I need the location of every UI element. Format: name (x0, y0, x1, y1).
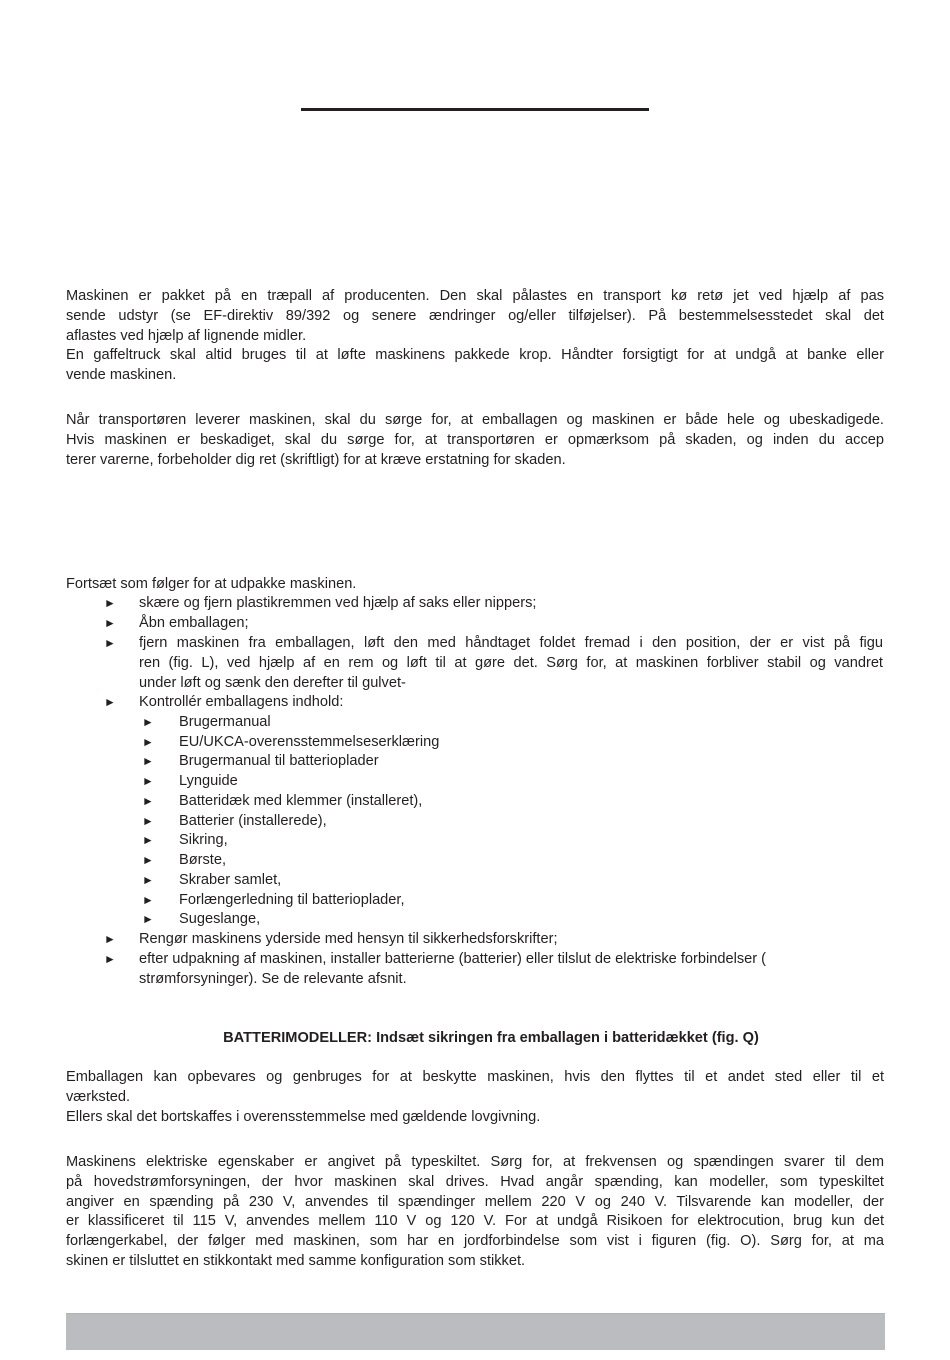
transport-paragraph-1 (66, 287, 884, 386)
contents-item: Forlængerledning til batterioplader, (179, 892, 405, 908)
contents-item: Skraber samlet, (179, 872, 282, 888)
step-6 (139, 950, 883, 990)
contents-item: Børste, (179, 852, 227, 868)
contents-item: Brugermanual (179, 714, 271, 730)
text-line: Ellers skal det bortskaffes i overensstemmelse med gældende lovgivning. (66, 1108, 541, 1125)
bullet-arrow-icon: ► (142, 715, 154, 729)
footer-bar (66, 1313, 885, 1350)
step-2: Åbn emballagen; (139, 615, 249, 631)
bullet-arrow-icon: ► (142, 735, 154, 749)
bullet-arrow-icon: ► (104, 932, 116, 946)
text-line: En gaffeltruck skal altid bruges til at løfte maskinens pakkede krop. Håndter forsigtigt for at undgå at banke eller (66, 347, 884, 364)
bullet-arrow-icon: ► (142, 912, 154, 926)
text-line: Når transportøren leverer maskinen, skal du sørge for, at emballagen og maskinen er både hele og ubeskadigede. (66, 412, 884, 428)
contents-item: Lynguide (179, 773, 238, 789)
text-line: skinen er tilsluttet en stikkontakt med samme konfiguration som stikket. (66, 1252, 526, 1269)
contents-item: Brugermanual til batterioplader (179, 753, 379, 769)
text-line: Hvis maskinen er beskadiget, skal du sørge for, at transportøren er opmærksom på skaden, og inden du accep (66, 431, 884, 448)
text-line: forlængerkabel, der følger med maskinen, som har en jordforbindelse som vist i figuren (fig. O). Sørg for, at ma (66, 1233, 884, 1250)
text-line: vende maskinen. (66, 367, 177, 384)
contents-item: Sikring, (179, 832, 228, 848)
text-line: efter udpakning af maskinen, installer batterierne (batterier) eller tilslut de elektriske forbindelser ( (139, 951, 767, 967)
bullet-arrow-icon: ► (142, 814, 154, 828)
text-line: angiver en spænding på 230 V, anvendes til spændinger mellem 220 V og 240 V. Tilsvarende kan modeller, der (66, 1193, 884, 1210)
bullet-arrow-icon: ► (142, 794, 154, 808)
bullet-arrow-icon: ► (142, 774, 154, 788)
text-line: på hovedstrømforsyningen, der hvor maskinen skal drives. Hvad angår spænding, kan modeller, som typeskiltet (66, 1173, 884, 1190)
bullet-arrow-icon: ► (104, 695, 116, 709)
transport-paragraph-2 (66, 411, 884, 470)
text-line: under løft og sænk den derefter til gulvet- (139, 674, 406, 691)
bullet-arrow-icon: ► (104, 616, 116, 630)
text-line: Maskinen er pakket på en træpall af producenten. Den skal pålastes en transport kø retø jet ved hjælp af pas (66, 288, 884, 304)
contents-item: Sugeslange, (179, 911, 261, 927)
bullet-arrow-icon: ► (104, 636, 116, 650)
text-line: er klassificeret til 115 V, anvendes mellem 110 V og 120 V. For at undgå Risikoen for elektrocution, brug kun det (66, 1213, 884, 1230)
step-3 (139, 634, 883, 693)
title-rule (301, 108, 649, 111)
contents-item: EU/UKCA-overensstemmelseserklæring (179, 734, 440, 750)
text-line: sende udstyr (se EF-direktiv 89/392 og senere ændringer og/eller tilføjelser). På bestemmelsesstedet skal det (66, 307, 884, 324)
text-line: ren (fig. L), ved hjælp af en rem og løft til at gøre det. Sørg for, at maskinen forbliver stabil og vandret (139, 654, 883, 671)
text-line: strømforsyninger). Se de relevante afsnit. (139, 970, 407, 987)
electrical-paragraph (66, 1153, 884, 1272)
text-line: Maskinens elektriske egenskaber er angivet på typeskiltet. Sørg for, at frekvensen og spændingen svarer til dem (66, 1154, 884, 1170)
contents-item: Batterier (installerede), (179, 813, 327, 829)
text-line: terer varerne, forbeholder dig ret (skriftligt) for at kræve erstatning for skaden. (66, 451, 566, 468)
text-line: værksted. (66, 1088, 131, 1105)
battery-models-note: BATTERIMODELLER: Indsæt sikringen fra emballagen i batteridækket (fig. Q) (223, 1030, 759, 1046)
step-4: Kontrollér emballagens indhold: (139, 694, 344, 710)
unpacking-intro: Fortsæt som følger for at udpakke maskinen. (66, 576, 357, 592)
text-line: fjern maskinen fra emballagen, løft den med håndtaget foldet fremad i den position, der er vist på figu (139, 635, 883, 651)
text-line: Emballagen kan opbevares og genbruges for at beskytte maskinen, hvis den flyttes til et andet sted eller til et (66, 1069, 884, 1085)
contents-item: Batteridæk med klemmer (installeret), (179, 793, 423, 809)
bullet-arrow-icon: ► (142, 893, 154, 907)
bullet-arrow-icon: ► (104, 596, 116, 610)
bullet-arrow-icon: ► (142, 833, 154, 847)
bullet-arrow-icon: ► (142, 853, 154, 867)
bullet-arrow-icon: ► (104, 952, 116, 966)
bullet-arrow-icon: ► (142, 754, 154, 768)
bullet-arrow-icon: ► (142, 873, 154, 887)
text-line: aflastes ved hjælp af lignende midler. (66, 327, 307, 344)
step-1: skære og fjern plastikremmen ved hjælp af saks eller nippers; (139, 595, 537, 611)
step-5: Rengør maskinens yderside med hensyn til sikkerhedsforskrifter; (139, 931, 558, 947)
storage-paragraph (66, 1068, 884, 1127)
